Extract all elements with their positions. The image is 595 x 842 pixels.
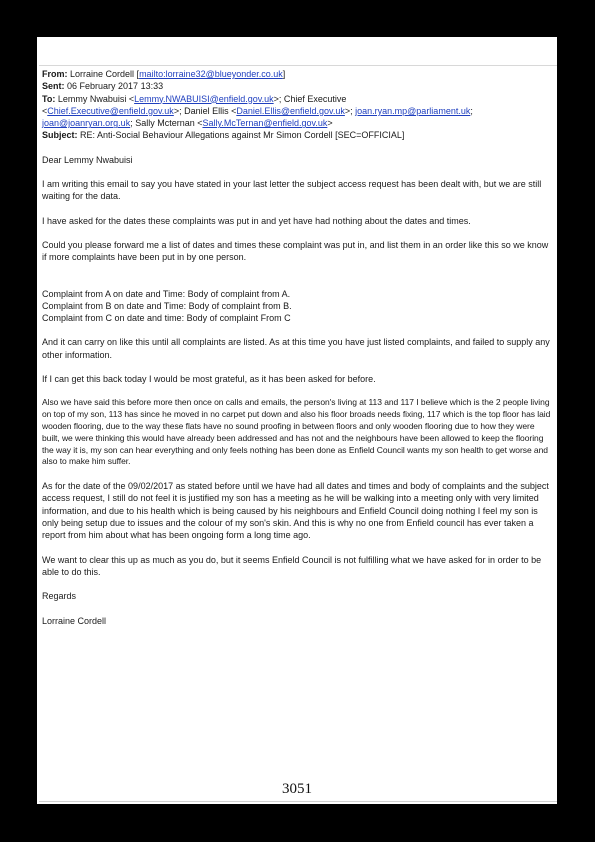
to-email-link-3[interactable]: Daniel.Ellis@enfield.gov.uk — [236, 105, 345, 116]
from-email-link[interactable]: mailto:lorraine32@blueyonder.co.uk — [139, 69, 283, 79]
to-email-link-4[interactable]: joan.ryan.mp@parliament.uk — [355, 105, 471, 116]
to-email-link-2[interactable]: Chief.Executive@enfield.gov.uk — [47, 105, 174, 116]
paragraph-1: I am writing this email to say you have stated in your last letter the subject access request has been dealt with, but we are still waiting for the data. — [42, 179, 542, 202]
subject-line: Subject: RE: Anti-Social Behaviour Allegations against Mr Simon Cordell [SEC=OFFICIAL] — [42, 130, 405, 141]
signature: Lorraine Cordell — [42, 615, 107, 626]
to-email-link-6[interactable]: Sally.McTernan@enfield.gov.uk — [202, 118, 328, 129]
greeting: Dear Lemmy Nwabuisi — [42, 154, 133, 165]
paragraph-6: Also we have said this before more then once on calls and emails, the person's living at 113 and 117 I believe which is the 2 people living on top of my son, 113 has since he moved in no carpet put down and also his floor broads needs fixing, 117 which is the top floor has laid wooden flooring, due to the way these flats have no sound proofing in between floors and only wooden flooring due to how they were built, we were thinking this would have already been addressed and has not and the neighbours have been allowed to keep the flooring the way it is, my son can hear everything and only feels nothing has been done as Enfield Council wants my son health to get worse and also to make him suffer. — [42, 397, 551, 467]
to-email-link-5[interactable]: joan@joanryan.org.uk — [42, 118, 131, 129]
complaint-line-a: Complaint from A on date and Time: Body of complaint from A. — [42, 288, 291, 299]
paragraph-8: We want to clear this up as much as you do, but it seems Enfield Council is not fulfilling what we have asked for in order to be able to do this. — [42, 554, 542, 577]
bottom-divider — [39, 801, 557, 802]
sent-line: Sent: 06 February 2017 13:33 — [42, 81, 164, 92]
to-line: To: Lemmy Nwabuisi <Lemmy.NWABUISI@enfield.gov.uk>; Chief Executive <Chief.Executive@enfield.gov.uk>; Daniel Ellis <Daniel.Ellis@enfield.gov.uk>; joan.ryan.mp@parliament.uk; joan@joanryan.org.uk; Sally Mcternan <Sally.McTernan@enfield.gov.uk> — [42, 93, 473, 129]
page-number: 3051 — [282, 781, 312, 797]
email-content — [42, 68, 554, 639]
paragraph-5: If I can get this back today I would be most grateful, as it has been asked for before. — [42, 374, 376, 385]
paragraph-7: As for the date of the 09/02/2017 as stated before until we have had all dates and times and body of complaints and the subject access request, I still do not feel it is justified my son has a meeting as he will be walking into a meeting only with very limited information, and due to his health which is being caused by his neighbours and Enfield Council doing nothing I feel my son is only being setup due to issues and the colour of my son's skin. And this is why no one from Enfield council has ever taken a report from him about what has been ongoing form a long time ago. — [42, 481, 549, 541]
to-email-link-1[interactable]: Lemmy.NWABUISI@enfield.gov.uk — [134, 93, 274, 104]
paragraph-4: And it can carry on like this until all complaints are listed. As at this time you have just listed complaints, and failed to supply any other information. — [42, 337, 550, 360]
complaint-line-c: Complaint from C on date and time: Body of complaint From C — [42, 313, 291, 324]
top-divider — [39, 65, 557, 66]
email-header — [42, 68, 554, 142]
from-line: From: Lorraine Cordell [mailto:lorraine32@blueyonder.co.uk] — [42, 69, 286, 79]
paragraph-3: Could you please forward me a list of dates and times these complaint was put in, and list them in an order like this so we know if more complaints have been put in by one person. — [42, 239, 549, 263]
paragraph-2: I have asked for the dates these complaints was put in and yet have had nothing about the dates and times. — [42, 215, 471, 226]
complaint-line-b: Complaint from B on date and Time: Body of complaint from B. — [42, 300, 292, 311]
regards: Regards — [42, 591, 77, 602]
document-page — [37, 37, 557, 804]
